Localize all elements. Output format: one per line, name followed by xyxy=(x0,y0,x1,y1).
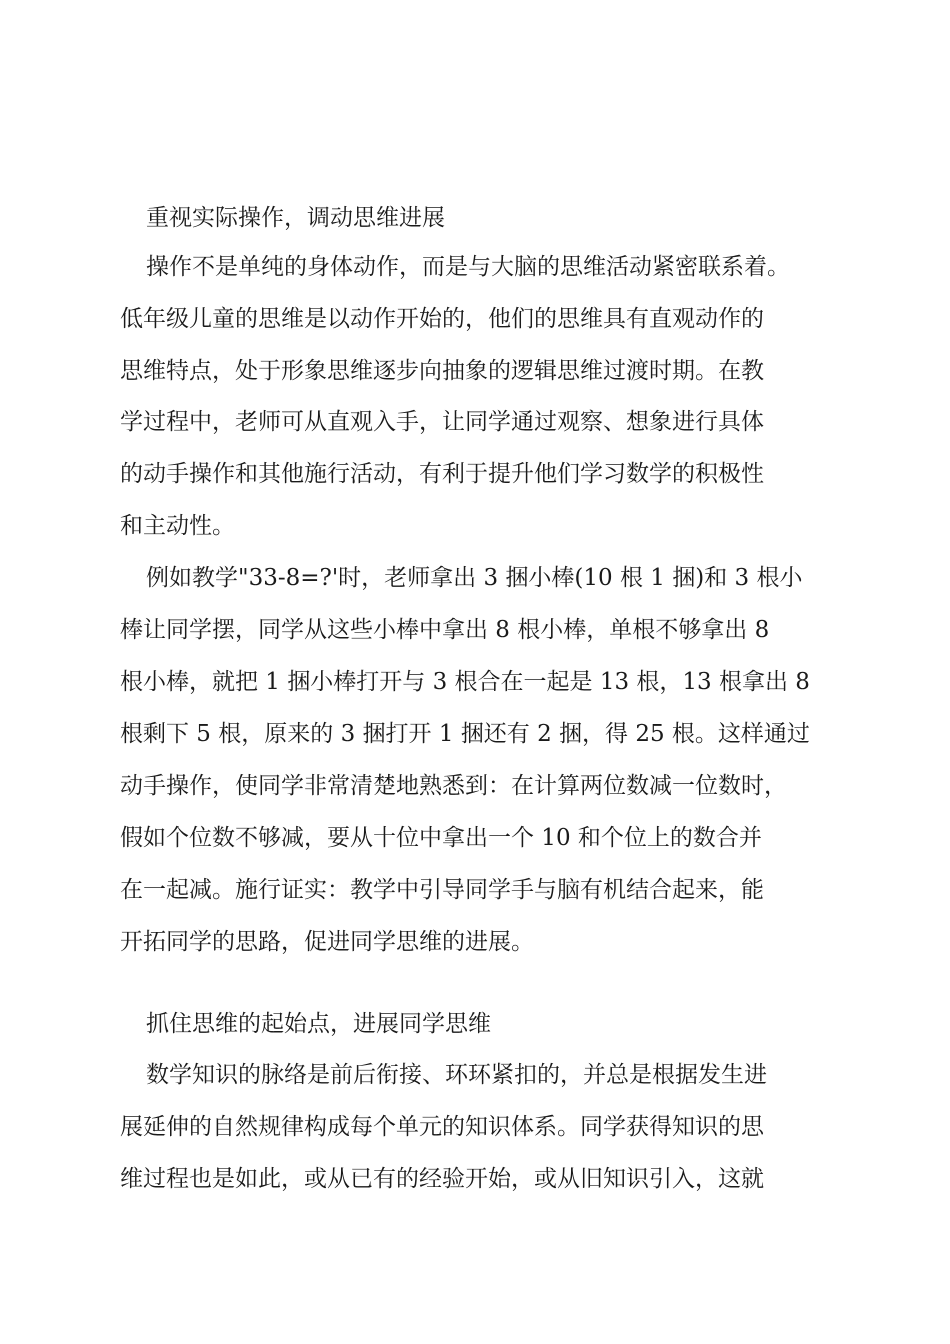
paragraph-line: 学过程中，老师可从直观入手，让同学通过观察、想象进行具体 xyxy=(120,409,764,435)
paragraph-line: 的动手操作和其他施行活动，有利于提升他们学习数学的积极性 xyxy=(120,461,764,487)
paragraph-line: 在一起减。施行证实：教学中引导同学手与脑有机结合起来，能 xyxy=(120,877,764,903)
paragraph-line: 展延伸的自然规律构成每个单元的知识体系。同学获得知识的思 xyxy=(120,1114,764,1140)
paragraph-line: 动手操作，使同学非常清楚地熟悉到：在计算两位数减一位数时， xyxy=(120,773,787,799)
section-heading: 抓住思维的起始点，进展同学思维 xyxy=(146,1011,491,1037)
paragraph-line: 低年级儿童的思维是以动作开始的，他们的思维具有直观动作的 xyxy=(120,306,764,332)
paragraph-line: 思维特点，处于形象思维逐步向抽象的逻辑思维过渡时期。在教 xyxy=(120,358,764,384)
paragraph-line: 维过程也是如此，或从已有的经验开始，或从旧知识引入，这就 xyxy=(120,1166,764,1192)
paragraph-line: 开拓同学的思路，促进同学思维的进展。 xyxy=(120,929,534,955)
paragraph-line: 棒让同学摆，同学从这些小棒中拿出 8 根小棒，单根不够拿出 8 xyxy=(120,617,770,643)
paragraph-line: 根小棒，就把 1 捆小棒打开与 3 根合在一起是 13 根，13 根拿出 8 xyxy=(120,669,810,695)
section-heading: 重视实际操作，调动思维进展 xyxy=(146,205,445,231)
paragraph-line: 例如教学"33-8=?'时，老师拿出 3 捆小棒(10 根 1 捆)和 3 根小 xyxy=(146,565,803,591)
paragraph-line: 根剩下 5 根，原来的 3 捆打开 1 捆还有 2 捆，得 25 根。这样通过 xyxy=(120,721,810,747)
paragraph-line: 和主动性。 xyxy=(120,513,235,539)
paragraph-line: 假如个位数不够减，要从十位中拿出一个 10 和个位上的数合并 xyxy=(120,825,762,851)
paragraph-line: 数学知识的脉络是前后衔接、环环紧扣的，并总是根据发生进 xyxy=(146,1062,767,1088)
paragraph-line: 操作不是单纯的身体动作，而是与大脑的思维活动紧密联系着。 xyxy=(146,254,790,280)
